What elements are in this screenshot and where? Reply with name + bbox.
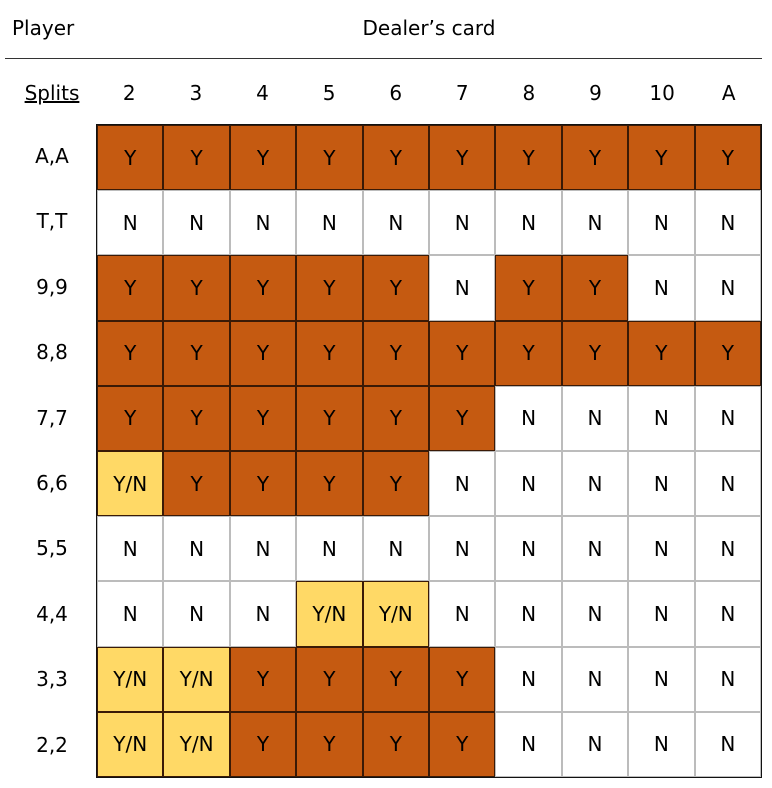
player-hand-label: 3,3 (36, 667, 68, 692)
decision-cell: Y (363, 712, 429, 777)
player-hand-label: 7,7 (36, 405, 68, 430)
dealer-card-header: Dealer’s card (362, 16, 496, 40)
decision-cell: N (628, 647, 694, 712)
decision-cell: N (695, 190, 761, 255)
decision-cell: Y (296, 125, 362, 190)
decision-cell: N (562, 581, 628, 646)
player-hand-label: A,A (35, 144, 69, 168)
decision-cell: Y/N (163, 647, 229, 712)
decision-cell: Y (296, 386, 362, 451)
decision-cell: N (363, 190, 429, 255)
player-hand-label: T,T (36, 209, 68, 234)
decision-cell: Y (163, 125, 229, 190)
decision-cell: N (429, 451, 495, 516)
dealer-card-label: 4 (256, 81, 269, 105)
decision-cell: Y (230, 386, 296, 451)
decision-cell: Y (363, 255, 429, 320)
decision-cell: N (695, 647, 761, 712)
decision-cell: N (495, 386, 561, 451)
dealer-card-label: 9 (589, 81, 602, 105)
decision-cell: N (296, 190, 362, 255)
dealer-card-label: 10 (649, 81, 675, 105)
decision-cell: Y/N (363, 581, 429, 646)
decision-cell: Y (97, 386, 163, 451)
decision-cell: Y/N (296, 581, 362, 646)
decision-cell: Y (429, 712, 495, 777)
decision-cell: Y (495, 125, 561, 190)
decision-cell: N (695, 516, 761, 581)
decision-cell: N (628, 712, 694, 777)
decision-cell: Y/N (97, 647, 163, 712)
decision-cell: Y (230, 125, 296, 190)
player-hand-labels (14, 124, 90, 778)
dealer-card-label: 7 (455, 81, 469, 105)
decision-cell: Y/N (97, 712, 163, 777)
decision-cell: N (562, 190, 628, 255)
decision-cell: N (97, 190, 163, 255)
decision-cell: N (97, 581, 163, 646)
decision-cell: N (562, 712, 628, 777)
decision-cell: N (495, 647, 561, 712)
decision-cell: Y (495, 255, 561, 320)
decision-cell: N (230, 581, 296, 646)
decision-cell: Y (163, 321, 229, 386)
decision-cell: Y (363, 386, 429, 451)
decision-cell: Y (97, 125, 163, 190)
decision-cell: Y (230, 712, 296, 777)
player-hand-label: 4,4 (36, 601, 68, 626)
decision-cell: Y (562, 255, 628, 320)
splits-label-text: Splits (24, 81, 80, 105)
decision-cell: Y (363, 125, 429, 190)
decision-cell: Y/N (163, 712, 229, 777)
decision-cell: Y (163, 451, 229, 516)
decision-cell: N (562, 647, 628, 712)
player-hand-label: 6,6 (36, 470, 68, 495)
dealer-card-labels (96, 76, 762, 110)
dealer-card-label: 6 (389, 81, 403, 105)
decision-cell: Y (363, 647, 429, 712)
dealer-card-label: 2 (122, 81, 136, 105)
dealer-card-label: 8 (522, 81, 536, 105)
splits-label (14, 76, 90, 110)
decision-cell: N (296, 516, 362, 581)
decision-cell: N (495, 190, 561, 255)
decision-cell: Y (296, 321, 362, 386)
player-hand-label: 2,2 (36, 732, 68, 757)
decision-cell: Y (296, 647, 362, 712)
decision-cell: N (429, 190, 495, 255)
decision-cell: Y/N (97, 451, 163, 516)
decision-cell: N (163, 516, 229, 581)
decision-cell: Y (230, 647, 296, 712)
player-header: Player (12, 16, 75, 40)
decision-cell: Y (296, 255, 362, 320)
header-divider (5, 58, 762, 59)
split-decision-grid (96, 124, 762, 778)
decision-cell: N (429, 255, 495, 320)
decision-cell: Y (628, 125, 694, 190)
decision-cell: N (562, 451, 628, 516)
decision-cell: Y (296, 451, 362, 516)
decision-cell: N (230, 516, 296, 581)
dealer-card-label: 3 (189, 81, 203, 105)
decision-cell: Y (495, 321, 561, 386)
dealer-card-label: A (721, 81, 736, 105)
decision-cell: Y (562, 321, 628, 386)
player-hand-label: 8,8 (36, 340, 68, 365)
decision-cell: N (495, 581, 561, 646)
decision-cell: Y (230, 451, 296, 516)
decision-cell: Y (363, 451, 429, 516)
decision-cell: N (230, 190, 296, 255)
decision-cell: N (429, 516, 495, 581)
decision-cell: Y (230, 321, 296, 386)
decision-cell: N (695, 386, 761, 451)
dealer-card-label: 5 (322, 81, 336, 105)
decision-cell: Y (429, 386, 495, 451)
decision-cell: N (495, 516, 561, 581)
decision-cell: N (695, 451, 761, 516)
decision-cell: N (628, 581, 694, 646)
decision-cell: N (628, 516, 694, 581)
decision-cell: N (495, 712, 561, 777)
decision-cell: Y (429, 321, 495, 386)
decision-cell: N (562, 386, 628, 451)
decision-cell: Y (628, 321, 694, 386)
decision-cell: Y (695, 125, 761, 190)
decision-cell: Y (695, 321, 761, 386)
decision-cell: Y (163, 255, 229, 320)
decision-cell: Y (163, 386, 229, 451)
decision-cell: N (695, 712, 761, 777)
decision-cell: N (163, 190, 229, 255)
decision-cell: N (628, 190, 694, 255)
decision-cell: Y (230, 255, 296, 320)
decision-cell: N (97, 516, 163, 581)
decision-cell: Y (363, 321, 429, 386)
decision-cell: N (695, 581, 761, 646)
decision-cell: N (628, 255, 694, 320)
player-hand-label: 5,5 (36, 536, 68, 561)
decision-cell: N (163, 581, 229, 646)
decision-cell: N (628, 451, 694, 516)
decision-cell: Y (429, 125, 495, 190)
decision-cell: N (562, 516, 628, 581)
player-hand-label: 9,9 (36, 274, 68, 299)
decision-cell: N (628, 386, 694, 451)
decision-cell: Y (562, 125, 628, 190)
decision-cell: Y (429, 647, 495, 712)
decision-cell: N (429, 581, 495, 646)
decision-cell: N (363, 516, 429, 581)
decision-cell: N (695, 255, 761, 320)
decision-cell: Y (97, 321, 163, 386)
decision-cell: Y (97, 255, 163, 320)
decision-cell: Y (296, 712, 362, 777)
decision-cell: N (495, 451, 561, 516)
